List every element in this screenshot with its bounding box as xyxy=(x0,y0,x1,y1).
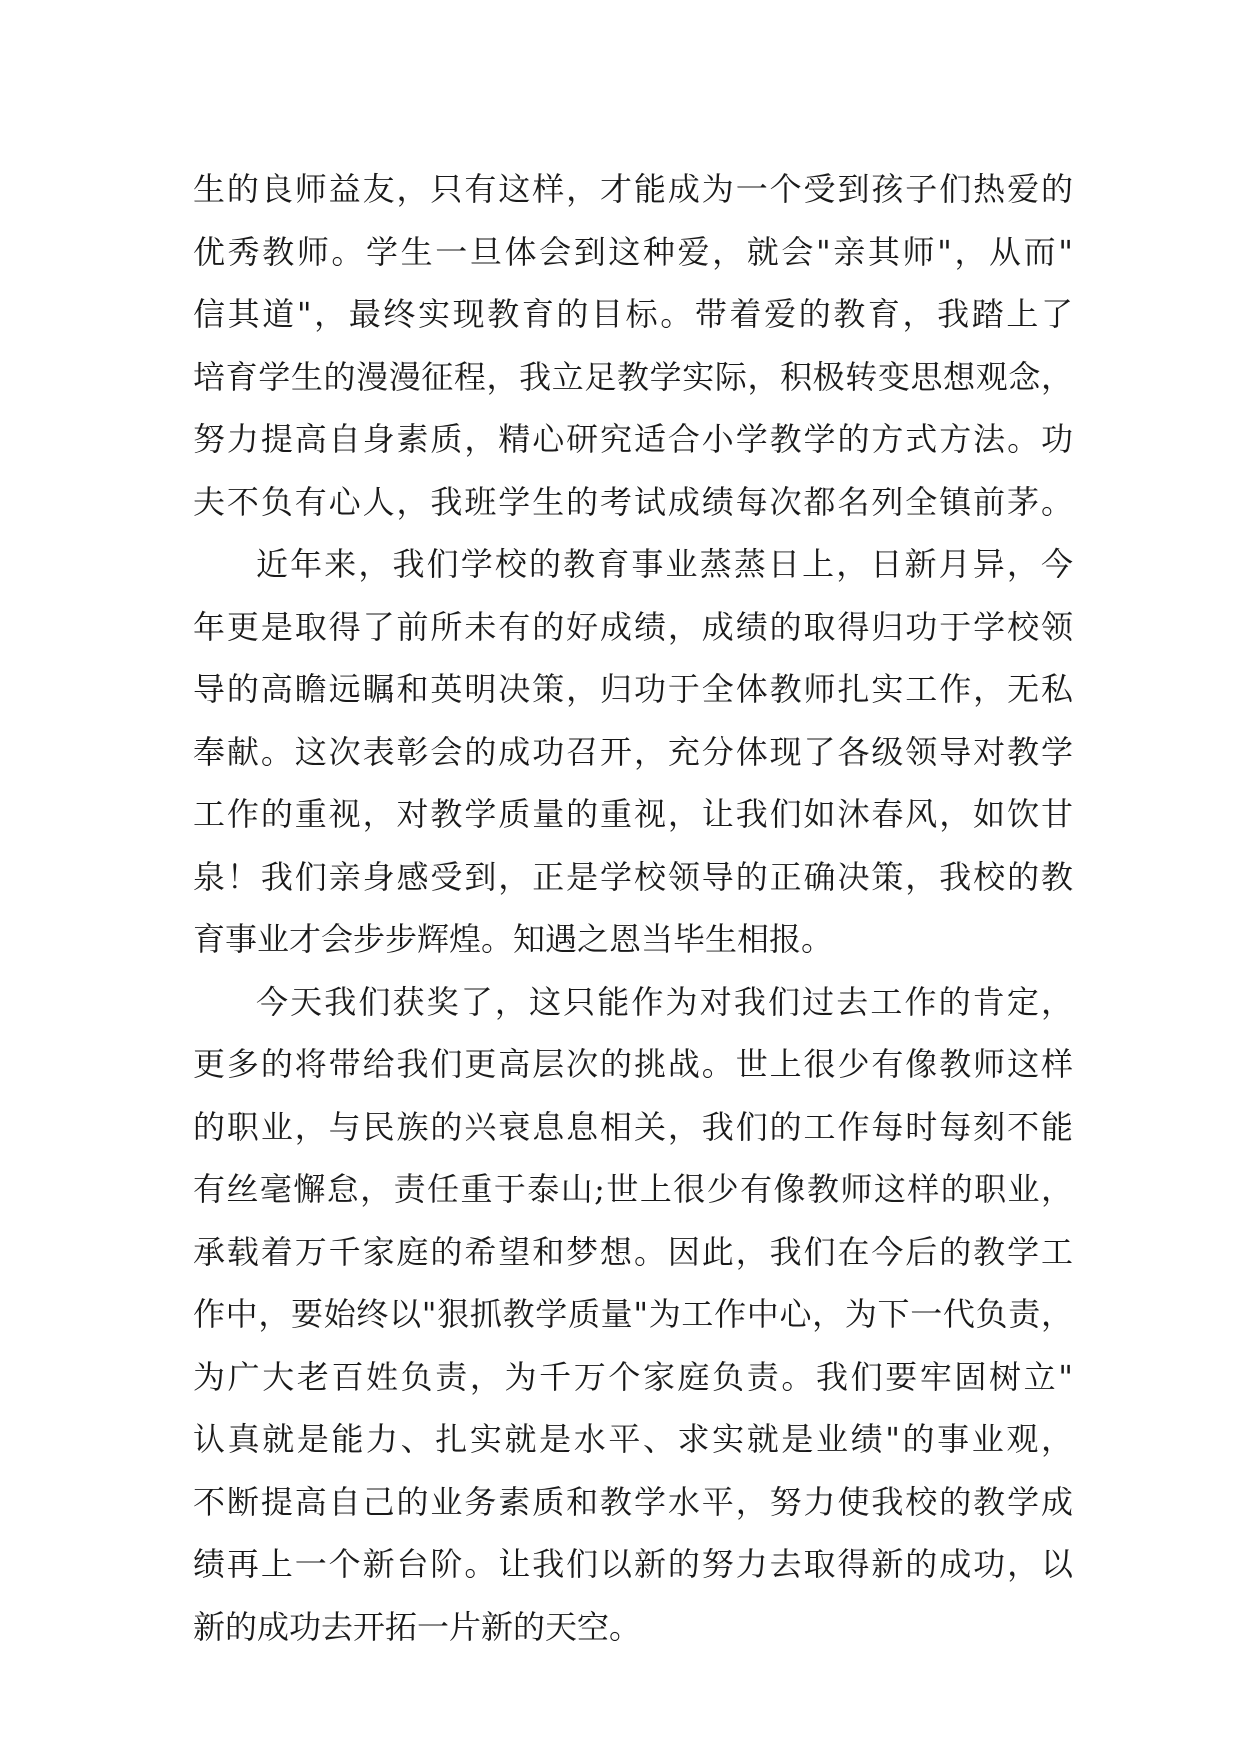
text-line: 夫不负有心人，我班学生的考试成绩每次都名列全镇前茅。 xyxy=(193,482,1073,521)
text-line: 新的成功去开拓一片新的天空。 xyxy=(193,1607,642,1646)
text-line: 年更是取得了前所未有的好成绩，成绩的取得归功于学校领 xyxy=(193,607,1073,646)
text-line: 认真就是能力、扎实就是水平、求实就是业绩"的事业观， xyxy=(193,1420,1073,1458)
text-line: 培育学生的漫漫征程，我立足教学实际，积极转变思想观念， xyxy=(193,357,1073,396)
text-line: 优秀教师。学生一旦体会到这种爱，就会"亲其师"，从而" xyxy=(193,232,1073,271)
text-line: 今天我们获奖了，这只能作为对我们过去工作的肯定， xyxy=(256,982,1073,1021)
text-line: 更多的将带给我们更高层次的挑战。世上很少有像教师这样 xyxy=(193,1045,1073,1083)
text-line: 的职业，与民族的兴衰息息相关，我们的工作每时每刻不能 xyxy=(193,1107,1073,1146)
body-text xyxy=(193,158,1073,1658)
text-line: 工作的重视，对教学质量的重视，让我们如沐春风，如饮甘 xyxy=(193,795,1073,833)
text-line: 有丝毫懈怠，责任重于泰山;世上很少有像教师这样的职业， xyxy=(193,1170,1073,1208)
text-line: 不断提高自己的业务素质和教学水平，努力使我校的教学成 xyxy=(193,1482,1073,1521)
text-line: 努力提高自身素质，精心研究适合小学教学的方式方法。功 xyxy=(193,420,1073,458)
text-line: 育事业才会步步辉煌。知遇之恩当毕生相报。 xyxy=(193,920,834,958)
text-line: 为广大老百姓负责，为千万个家庭负责。我们要牢固树立" xyxy=(193,1357,1073,1396)
text-line: 奉献。这次表彰会的成功召开，充分体现了各级领导对教学 xyxy=(193,732,1073,771)
text-line: 绩再上一个新台阶。让我们以新的努力去取得新的成功，以 xyxy=(193,1545,1073,1583)
text-line: 近年来，我们学校的教育事业蒸蒸日上，日新月异，今 xyxy=(256,545,1073,583)
text-line: 作中，要始终以"狠抓教学质量"为工作中心，为下一代负责， xyxy=(193,1295,1073,1333)
text-line: 生的良师益友，只有这样，才能成为一个受到孩子们热爱的 xyxy=(193,170,1073,208)
text-line: 导的高瞻远瞩和英明决策，归功于全体教师扎实工作，无私 xyxy=(193,670,1073,708)
text-line: 泉！我们亲身感受到，正是学校领导的正确决策，我校的教 xyxy=(193,857,1073,896)
text-line: 承载着万千家庭的希望和梦想。因此，我们在今后的教学工 xyxy=(193,1232,1073,1271)
text-line: 信其道"，最终实现教育的目标。带着爱的教育，我踏上了 xyxy=(193,295,1073,333)
